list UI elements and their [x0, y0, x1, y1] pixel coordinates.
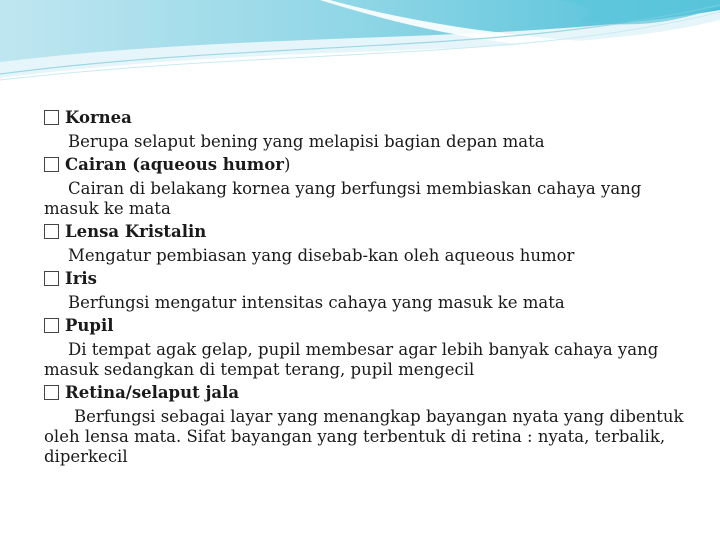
list-item — [44, 155, 694, 219]
bullet-box-icon — [44, 271, 59, 286]
item-description: Berfungsi sebagai layar yang menangkap bayangan nyata yang dibentuk oleh lensa mata. Sifat bayangan yang terbentuk di retina : nyata, terbalik, diperkecil — [44, 407, 684, 466]
bullet-box-icon — [44, 385, 59, 400]
list-item — [44, 316, 694, 380]
bullet-box-icon — [44, 224, 59, 239]
item-title: Retina/selaput jala — [65, 383, 240, 402]
item-description: Berfungsi mengatur intensitas cahaya yang masuk ke mata — [68, 293, 565, 312]
item-title: Iris — [65, 269, 97, 288]
item-title: Cairan (aqueous humor — [65, 155, 284, 174]
list-item — [44, 383, 694, 467]
header-wave-banner — [0, 0, 720, 90]
item-description: Di tempat agak gelap, pupil membesar agar lebih banyak cahaya yang masuk sedangkan di tempat terang, pupil mengecil — [44, 340, 659, 379]
list-item — [44, 108, 694, 152]
bullet-box-icon — [44, 318, 59, 333]
item-description: Mengatur pembiasan yang disebab-kan oleh aqueous humor — [68, 246, 575, 265]
bullet-box-icon — [44, 110, 59, 125]
item-title: Pupil — [65, 316, 114, 335]
item-title-suffix: ) — [283, 155, 291, 174]
item-title: Lensa Kristalin — [65, 222, 207, 241]
list-item — [44, 222, 694, 266]
item-description: Berupa selaput bening yang melapisi bagian depan mata — [68, 132, 545, 151]
item-title: Kornea — [65, 108, 132, 127]
content-list — [44, 106, 694, 470]
bullet-box-icon — [44, 157, 59, 172]
list-item — [44, 269, 694, 313]
item-description: Cairan di belakang kornea yang berfungsi membiaskan cahaya yang masuk ke mata — [44, 179, 642, 218]
